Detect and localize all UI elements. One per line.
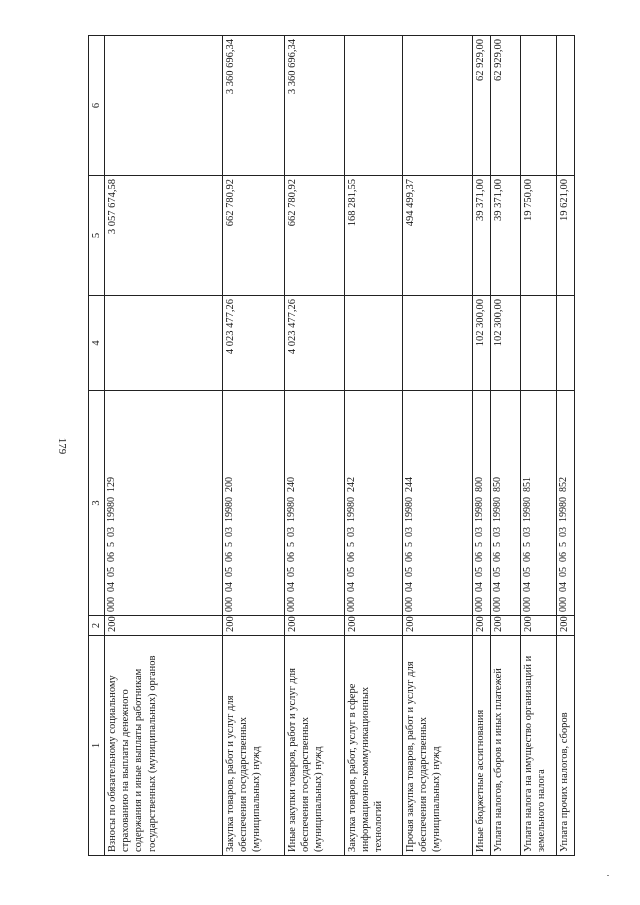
row-name: Закупка товаров, работ и услуг для обеспечения государственных (муниципальных) нужд bbox=[223, 636, 285, 856]
row-executed: 494 499,37 bbox=[403, 176, 473, 296]
row-unexecuted bbox=[403, 36, 473, 176]
row-approved bbox=[345, 296, 403, 391]
table-row bbox=[403, 36, 473, 856]
row-line-code: 200 bbox=[105, 616, 223, 636]
header-cell: 1 bbox=[89, 636, 105, 856]
row-budget-code: 000 04 05 06 5 03 19980 800 bbox=[473, 391, 491, 616]
row-name: Прочая закупка товаров, работ и услуг для обеспечения государственных (муниципальных) нужд bbox=[403, 636, 473, 856]
scan-speck bbox=[607, 875, 609, 876]
row-budget-code: 000 04 05 06 5 03 19980 200 bbox=[223, 391, 285, 616]
row-approved: 4 023 477,26 bbox=[285, 296, 345, 391]
table-row bbox=[345, 36, 403, 856]
row-approved bbox=[557, 296, 575, 391]
row-name: Иные бюджетные ассигнования bbox=[473, 636, 491, 856]
row-budget-code: 000 04 05 06 5 03 19980 851 bbox=[521, 391, 557, 616]
row-approved bbox=[105, 296, 223, 391]
row-approved: 4 023 477,26 bbox=[223, 296, 285, 391]
row-approved bbox=[403, 296, 473, 391]
page-number: 179 bbox=[56, 437, 68, 455]
row-approved bbox=[521, 296, 557, 391]
header-cell: 6 bbox=[89, 36, 105, 176]
row-executed: 662 780,92 bbox=[285, 176, 345, 296]
row-budget-code: 000 04 05 06 5 03 19980 852 bbox=[557, 391, 575, 616]
row-name: Уплата прочих налогов, сборов bbox=[557, 636, 575, 856]
row-executed: 168 281,55 bbox=[345, 176, 403, 296]
header-cell: 2 bbox=[89, 616, 105, 636]
table-row bbox=[557, 36, 575, 856]
row-executed: 19 750,00 bbox=[521, 176, 557, 296]
row-unexecuted bbox=[521, 36, 557, 176]
row-budget-code: 000 04 05 06 5 03 19980 244 bbox=[403, 391, 473, 616]
header-row bbox=[89, 36, 105, 856]
row-approved: 102 300,00 bbox=[491, 296, 521, 391]
row-executed: 39 371,00 bbox=[473, 176, 491, 296]
row-name: Иные закупки товаров, работ и услуг для обеспечения государственных (муниципальных) нужд bbox=[285, 636, 345, 856]
table-row bbox=[285, 36, 345, 856]
row-line-code: 200 bbox=[285, 616, 345, 636]
row-executed: 662 780,92 bbox=[223, 176, 285, 296]
row-line-code: 200 bbox=[521, 616, 557, 636]
table-row bbox=[491, 36, 521, 856]
table-row bbox=[521, 36, 557, 856]
row-budget-code: 000 04 05 06 5 03 19980 129 bbox=[105, 391, 223, 616]
row-line-code: 200 bbox=[557, 616, 575, 636]
row-unexecuted bbox=[345, 36, 403, 176]
row-name: Уплата налогов, сборов и иных платежей bbox=[491, 636, 521, 856]
row-executed: 39 371,00 bbox=[491, 176, 521, 296]
row-budget-code: 000 04 05 06 5 03 19980 242 bbox=[345, 391, 403, 616]
table-row bbox=[473, 36, 491, 856]
row-line-code: 200 bbox=[491, 616, 521, 636]
row-name: Закупка товаров, работ, услуг в сфере информационно-коммуникационных технологий bbox=[345, 636, 403, 856]
row-unexecuted bbox=[557, 36, 575, 176]
row-executed: 3 057 674,58 bbox=[105, 176, 223, 296]
row-unexecuted bbox=[105, 36, 223, 176]
row-name: Взносы по обязательному социальному страхованию на выплаты денежного содержания и иные выплаты работникам государственных (муниципальных) органов bbox=[105, 636, 223, 856]
row-budget-code: 000 04 05 06 5 03 19980 850 bbox=[491, 391, 521, 616]
row-executed: 19 621,00 bbox=[557, 176, 575, 296]
row-line-code: 200 bbox=[223, 616, 285, 636]
row-unexecuted: 3 360 696,34 bbox=[223, 36, 285, 176]
row-unexecuted: 62 929,00 bbox=[473, 36, 491, 176]
table-row bbox=[105, 36, 223, 856]
row-name: Уплата налога на имущество организаций и земельного налога bbox=[521, 636, 557, 856]
row-unexecuted: 62 929,00 bbox=[491, 36, 521, 176]
row-line-code: 200 bbox=[345, 616, 403, 636]
header-cell: 5 bbox=[89, 176, 105, 296]
row-approved: 102 300,00 bbox=[473, 296, 491, 391]
table-row bbox=[223, 36, 285, 856]
row-line-code: 200 bbox=[473, 616, 491, 636]
row-unexecuted: 3 360 696,34 bbox=[285, 36, 345, 176]
header-cell: 4 bbox=[89, 296, 105, 391]
budget-table bbox=[88, 35, 575, 856]
header-cell: 3 bbox=[89, 391, 105, 616]
row-budget-code: 000 04 05 06 5 03 19980 240 bbox=[285, 391, 345, 616]
row-line-code: 200 bbox=[403, 616, 473, 636]
budget-table-wrapper bbox=[88, 36, 588, 856]
